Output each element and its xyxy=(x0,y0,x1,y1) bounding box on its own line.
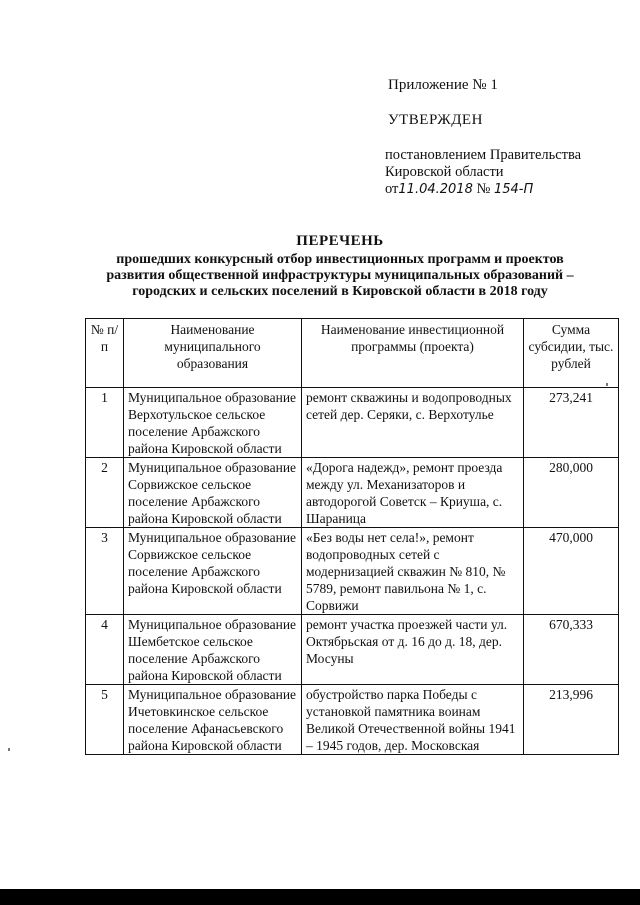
row-municipality: Муниципальное образование Шембетское сельское поселение Арбажского района Кировской области xyxy=(124,615,302,685)
row-municipality: Муниципальное образование Верхотульское сельское поселение Арбажского района Кировской области xyxy=(124,388,302,458)
projects-table xyxy=(85,318,619,755)
table-row xyxy=(86,388,619,458)
row-program: «Без воды нет села!», ремонт водопроводных сетей с модернизацией скважин № 810, № 5789, ремонт павильона № 1, с. Сорвижи xyxy=(302,528,524,615)
row-num: 1 xyxy=(86,388,124,458)
table-row xyxy=(86,615,619,685)
approved-label: УТВЕРЖДЕН xyxy=(388,112,483,128)
scan-bottom-edge xyxy=(0,889,640,905)
decree-line-2: Кировской области xyxy=(385,164,504,180)
row-municipality: Муниципальное образование Ичетовкинское сельское поселение Афанасьевского района Кировской области xyxy=(124,685,302,755)
decree-number: 154-П xyxy=(493,182,534,197)
table-header-row xyxy=(86,319,619,388)
row-sum: 213,996 xyxy=(524,685,619,755)
decree-date-line xyxy=(385,181,581,198)
decree-number-label: № xyxy=(476,181,491,197)
appendix-label: Приложение № 1 xyxy=(388,77,498,93)
row-sum: 470,000 xyxy=(524,528,619,615)
document-heading xyxy=(60,233,620,300)
decree-reference xyxy=(385,147,581,198)
table-row xyxy=(86,528,619,615)
row-num: 4 xyxy=(86,615,124,685)
scan-speck xyxy=(8,748,10,751)
row-sum: 280,000 xyxy=(524,458,619,528)
row-program: «Дорога надежд», ремонт проезда между ул. Механизаторов и автодорогой Советск – Криуша, с. Шараница xyxy=(302,458,524,528)
header-program: Наименование инвестиционной программы (проекта) xyxy=(302,319,524,388)
row-sum: 273,241 xyxy=(524,388,619,458)
document-title: ПЕРЕЧЕНЬ xyxy=(296,233,384,249)
header-sum: Сумма субсидии, тыс. рублей xyxy=(524,319,619,388)
table-row xyxy=(86,458,619,528)
decree-date: 11.04.2018 xyxy=(398,182,473,197)
header-municipality: Наименование муниципального образования xyxy=(124,319,302,388)
table-row xyxy=(86,685,619,755)
scan-speck xyxy=(606,383,608,386)
document-subtitle-line-3: городских и сельских поселений в Кировской области в 2018 году xyxy=(132,284,548,299)
header-num: № п/п xyxy=(86,319,124,388)
document-subtitle-line-1: прошедших конкурсный отбор инвестиционных программ и проектов xyxy=(116,252,564,267)
row-sum: 670,333 xyxy=(524,615,619,685)
row-program: ремонт участка проезжей части ул. Октябрьская от д. 16 до д. 18, дер. Мосуны xyxy=(302,615,524,685)
document-subtitle-line-2: развития общественной инфраструктуры муниципальных образований – xyxy=(106,268,574,283)
decree-line-1: постановлением Правительства xyxy=(385,147,582,163)
row-program: ремонт скважины и водопроводных сетей дер. Серяки, с. Верхотулье xyxy=(302,388,524,458)
row-program: обустройство парка Победы с установкой памятника воинам Великой Отечественной войны 1941 – 1945 годов, дер. Московская xyxy=(302,685,524,755)
row-municipality: Муниципальное образование Сорвижское сельское поселение Арбажского района Кировской области xyxy=(124,528,302,615)
row-municipality: Муниципальное образование Сорвижское сельское поселение Арбажского района Кировской области xyxy=(124,458,302,528)
row-num: 3 xyxy=(86,528,124,615)
row-num: 5 xyxy=(86,685,124,755)
row-num: 2 xyxy=(86,458,124,528)
decree-from: от xyxy=(385,181,399,197)
